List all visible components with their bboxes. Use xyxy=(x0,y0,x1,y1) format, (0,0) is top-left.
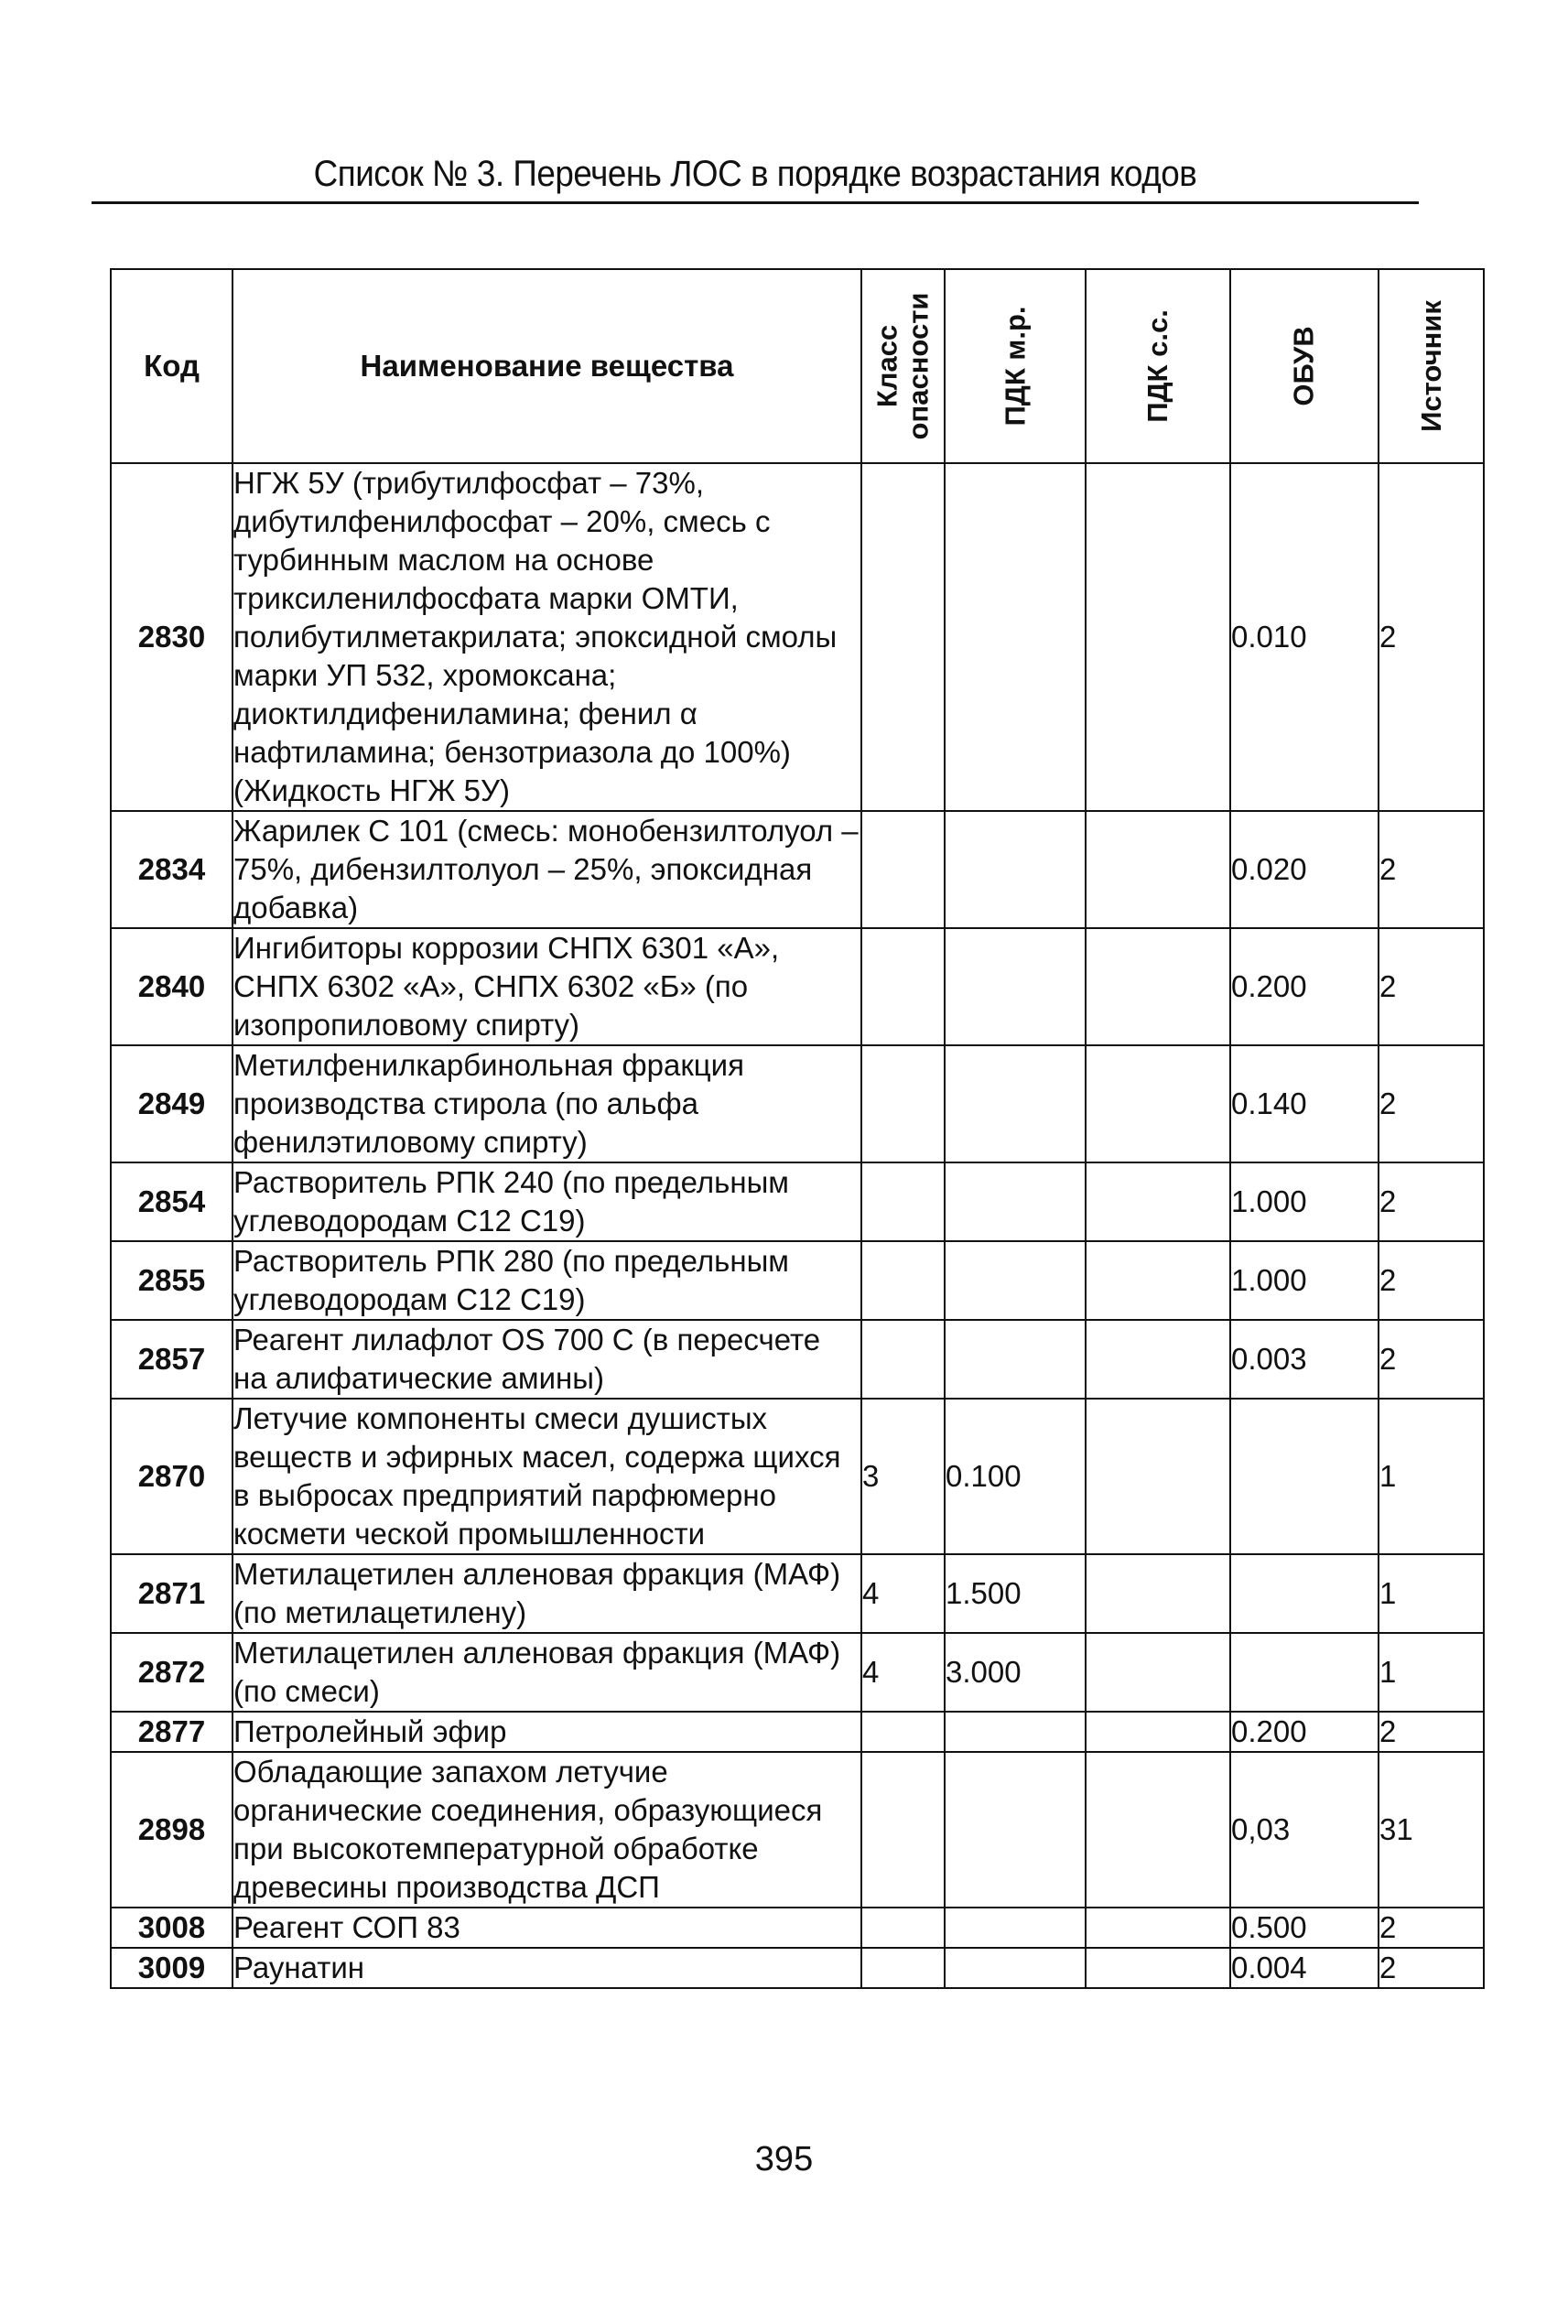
row-code: 2854 xyxy=(111,1162,232,1241)
row-hazard-class xyxy=(861,1241,945,1320)
los-table xyxy=(110,268,1485,1989)
row-hazard-class: 3 xyxy=(861,1399,945,1554)
row-source: 2 xyxy=(1379,928,1484,1045)
row-hazard-class xyxy=(861,1908,945,1948)
row-pdk-ss xyxy=(1086,1908,1230,1948)
row-source: 2 xyxy=(1379,1908,1484,1948)
row-source: 2 xyxy=(1379,1712,1484,1752)
row-name: Ингибиторы коррозии СНПХ 6301 «А», СНПХ 6302 «А», СНПХ 6302 «Б» (по изопропиловому спирту) xyxy=(232,928,861,1045)
row-obuv: 0.020 xyxy=(1230,811,1379,928)
row-pdk-mr xyxy=(945,1908,1086,1948)
row-pdk-mr xyxy=(945,1712,1086,1752)
row-code: 2857 xyxy=(111,1320,232,1399)
row-hazard-class: 4 xyxy=(861,1554,945,1633)
row-code: 2849 xyxy=(111,1045,232,1162)
header-obuv: ОБУВ xyxy=(1230,269,1379,463)
header-hazard-class: Класс опасности xyxy=(861,269,945,463)
header-source: Источник xyxy=(1379,269,1484,463)
row-pdk-mr xyxy=(945,1948,1086,1988)
table-row xyxy=(111,1162,1484,1241)
row-obuv: 1.000 xyxy=(1230,1241,1379,1320)
row-name: Растворитель РПК 240 (по предельным углеводородам C12 C19) xyxy=(232,1162,861,1241)
row-pdk-mr: 0.100 xyxy=(945,1399,1086,1554)
row-obuv: 0.200 xyxy=(1230,928,1379,1045)
row-name: Раунатин xyxy=(232,1948,861,1988)
row-pdk-mr xyxy=(945,1241,1086,1320)
page-number: 395 xyxy=(754,2140,814,2178)
row-pdk-ss xyxy=(1086,463,1230,811)
row-hazard-class xyxy=(861,811,945,928)
row-source: 2 xyxy=(1379,1948,1484,1988)
row-source: 2 xyxy=(1379,463,1484,811)
table-row xyxy=(111,1320,1484,1399)
table-header-row xyxy=(111,269,1484,463)
header-name: Наименование вещества xyxy=(232,269,861,463)
row-pdk-ss xyxy=(1086,1162,1230,1241)
row-pdk-mr xyxy=(945,1752,1086,1908)
row-name: Обладающие запахом летучие органические соединения, образующиеся при высокотемпературной обработке древесины производства ДСП xyxy=(232,1752,861,1908)
row-name: Метилацетилен алленовая фракция (МАФ) (по метилацетилену) xyxy=(232,1554,861,1633)
row-pdk-ss xyxy=(1086,1712,1230,1752)
row-source: 2 xyxy=(1379,1045,1484,1162)
row-hazard-class xyxy=(861,928,945,1045)
row-obuv: 0.500 xyxy=(1230,1908,1379,1948)
row-code: 2830 xyxy=(111,463,232,811)
row-code: 3008 xyxy=(111,1908,232,1948)
row-hazard-class xyxy=(861,1320,945,1399)
row-hazard-class xyxy=(861,1752,945,1908)
row-obuv: 0.004 xyxy=(1230,1948,1379,1988)
row-hazard-class xyxy=(861,1712,945,1752)
row-source: 2 xyxy=(1379,1162,1484,1241)
row-code: 2871 xyxy=(111,1554,232,1633)
table-body xyxy=(111,463,1484,1988)
row-pdk-ss xyxy=(1086,811,1230,928)
row-obuv xyxy=(1230,1554,1379,1633)
row-code: 2834 xyxy=(111,811,232,928)
table-row xyxy=(111,1554,1484,1633)
row-pdk-mr: 1.500 xyxy=(945,1554,1086,1633)
row-code: 2872 xyxy=(111,1633,232,1712)
table-row xyxy=(111,1948,1484,1988)
title-rule xyxy=(92,201,1419,204)
row-pdk-ss xyxy=(1086,928,1230,1045)
row-obuv xyxy=(1230,1399,1379,1554)
row-code: 2877 xyxy=(111,1712,232,1752)
row-pdk-ss xyxy=(1086,1633,1230,1712)
row-pdk-ss xyxy=(1086,1752,1230,1908)
row-pdk-ss xyxy=(1086,1948,1230,1988)
page-title: Список № 3. Перечень ЛОС в порядке возрастания кодов xyxy=(313,154,1197,194)
table-row xyxy=(111,1045,1484,1162)
row-pdk-mr: 3.000 xyxy=(945,1633,1086,1712)
row-hazard-class xyxy=(861,463,945,811)
row-obuv: 0.200 xyxy=(1230,1712,1379,1752)
row-obuv: 0.140 xyxy=(1230,1045,1379,1162)
row-pdk-mr xyxy=(945,928,1086,1045)
row-source: 31 xyxy=(1379,1752,1484,1908)
row-source: 2 xyxy=(1379,811,1484,928)
row-code: 3009 xyxy=(111,1948,232,1988)
table-row xyxy=(111,1241,1484,1320)
row-pdk-mr xyxy=(945,811,1086,928)
row-pdk-mr xyxy=(945,1162,1086,1241)
row-name: Метилацетилен алленовая фракция (МАФ) (по смеси) xyxy=(232,1633,861,1712)
row-name: НГЖ 5У (трибутилфосфат – 73%, дибутилфенилфосфат – 20%, смесь с турбинным маслом на основе триксиленилфосфата марки ОМТИ, полибутилметакрилата; эпоксидной смолы марки УП 532, хромоксана; диоктилдифениламина; фенил α нафтиламина; бензотриазола до 100%) (Жидкость НГЖ 5У) xyxy=(232,463,861,811)
row-pdk-mr xyxy=(945,1320,1086,1399)
row-hazard-class xyxy=(861,1948,945,1988)
row-name: Петролейный эфир xyxy=(232,1712,861,1752)
row-name: Летучие компоненты смеси душистых веществ и эфирных масел, содержа щихся в выбросах предприятий парфюмерно космети ческой промышленности xyxy=(232,1399,861,1554)
row-source: 2 xyxy=(1379,1241,1484,1320)
row-source: 1 xyxy=(1379,1633,1484,1712)
row-obuv: 1.000 xyxy=(1230,1162,1379,1241)
table-row xyxy=(111,1399,1484,1554)
table-row xyxy=(111,1633,1484,1712)
header-code: Код xyxy=(111,269,232,463)
header-pdk-mr: ПДК м.р. xyxy=(945,269,1086,463)
row-obuv: 0.010 xyxy=(1230,463,1379,811)
row-obuv: 0.003 xyxy=(1230,1320,1379,1399)
row-pdk-ss xyxy=(1086,1045,1230,1162)
row-pdk-ss xyxy=(1086,1554,1230,1633)
table-row xyxy=(111,1712,1484,1752)
row-code: 2855 xyxy=(111,1241,232,1320)
row-source: 1 xyxy=(1379,1399,1484,1554)
row-hazard-class xyxy=(861,1162,945,1241)
row-code: 2840 xyxy=(111,928,232,1045)
row-pdk-ss xyxy=(1086,1320,1230,1399)
row-pdk-mr xyxy=(945,1045,1086,1162)
row-name: Реагент СОП 83 xyxy=(232,1908,861,1948)
table-row xyxy=(111,1752,1484,1908)
row-name: Реагент лилафлот OS 700 C (в пересчете на алифатические амины) xyxy=(232,1320,861,1399)
row-code: 2898 xyxy=(111,1752,232,1908)
row-source: 2 xyxy=(1379,1320,1484,1399)
row-hazard-class xyxy=(861,1045,945,1162)
row-name: Растворитель РПК 280 (по предельным углеводородам C12 C19) xyxy=(232,1241,861,1320)
table-row xyxy=(111,928,1484,1045)
table-row xyxy=(111,811,1484,928)
row-name: Жарилек С 101 (смесь: монобензилтолуол – 75%, дибензилтолуол – 25%, эпоксидная добавка) xyxy=(232,811,861,928)
row-hazard-class: 4 xyxy=(861,1633,945,1712)
row-pdk-ss xyxy=(1086,1241,1230,1320)
header-pdk-ss: ПДК с.с. xyxy=(1086,269,1230,463)
row-obuv xyxy=(1230,1633,1379,1712)
row-code: 2870 xyxy=(111,1399,232,1554)
row-obuv: 0,03 xyxy=(1230,1752,1379,1908)
row-pdk-mr xyxy=(945,463,1086,811)
row-source: 1 xyxy=(1379,1554,1484,1633)
row-pdk-ss xyxy=(1086,1399,1230,1554)
table-row xyxy=(111,1908,1484,1948)
table-row xyxy=(111,463,1484,811)
row-name: Метилфенилкарбинольная фракция производства стирола (по альфа фенилэтиловому спирту) xyxy=(232,1045,861,1162)
